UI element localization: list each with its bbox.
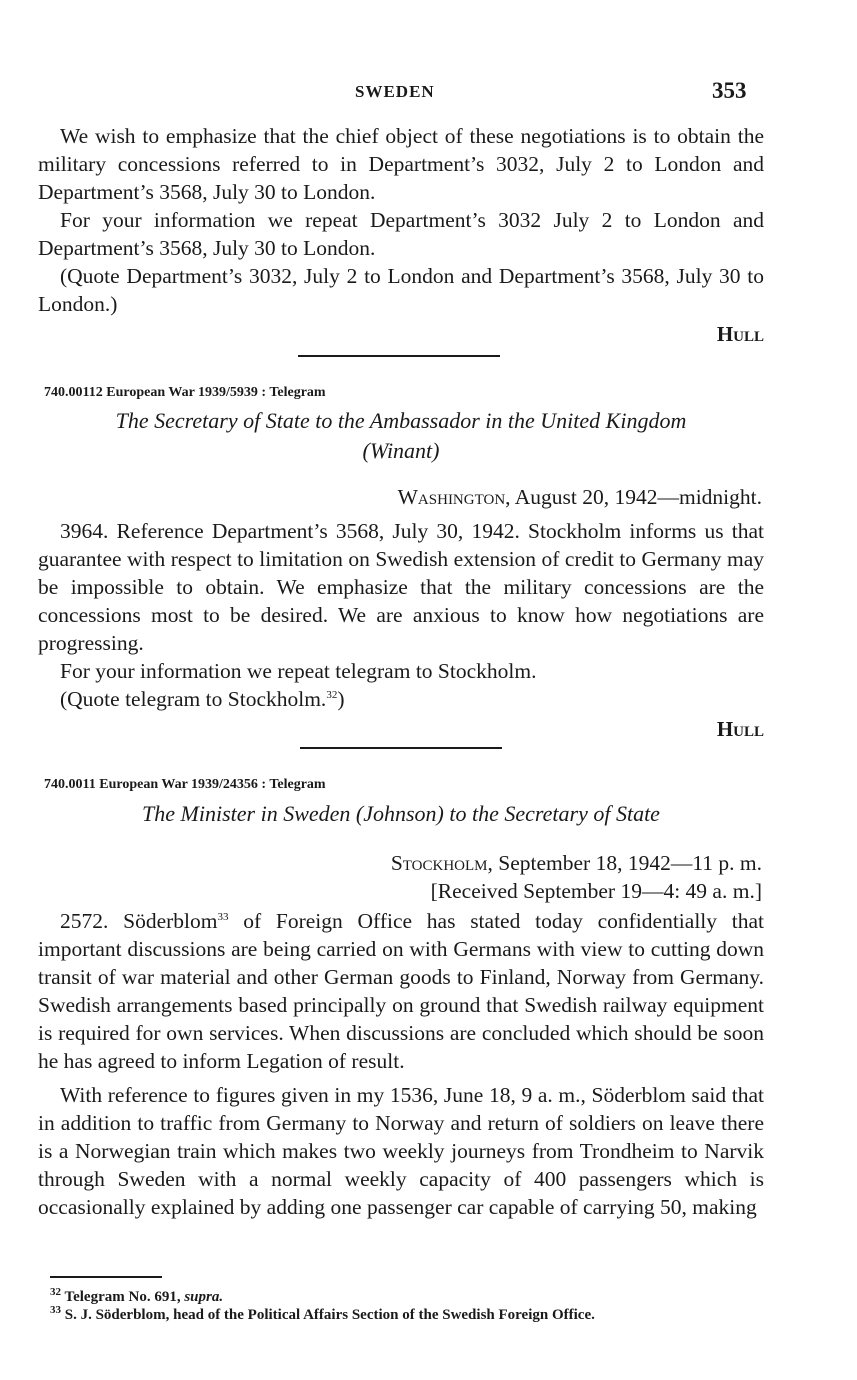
footnote [50,1288,766,1306]
document-title [38,406,764,466]
paragraph: We wish to emphasize that the chief object of these negotiations is to obtain the military concessions referred to in Department’s 3032, July 2 to London and Department’s 3568, July 30 to London. [38,124,764,204]
footnote-text: S. J. Söderblom, head of the Political Affairs Section of the Swedish Foreign Office. [61,1307,595,1323]
received-line: [Received September 19—4: 49 a. m.] [430,879,762,903]
dateline-date: , September 18, 1942—11 p. m. [487,851,762,875]
signature: Hull [716,322,764,346]
document-title-line: The Secretary of State to the Ambassador in the United Kingdom [115,408,687,433]
footnote-number: 32 [50,1286,61,1298]
footnote-italic: supra. [184,1289,224,1305]
dateline-line [391,849,762,877]
paragraph: For your information we repeat Department’s 3032 July 2 to London and Department’s 3568, July 30 to London. [38,208,764,260]
paragraph [38,685,764,713]
footnotes [50,1288,766,1324]
dateline [398,483,762,511]
paragraph [38,907,764,1075]
footnote-divider [50,1276,162,1278]
document-title-line: (Winant) [362,438,440,463]
paragraph: For your information we repeat telegram to Stockholm. [60,659,537,683]
dateline-place: Washington [397,485,506,509]
dateline-place: Stockholm [390,851,488,875]
running-title: SWEDEN [355,82,435,101]
file-reference: 740.0011 European War 1939/24356 : Telegram [44,777,326,792]
page-number: 353 [712,78,747,103]
footnote-text: Telegram No. 691, [61,1289,185,1305]
signature: Hull [716,717,764,741]
footnote-number: 33 [50,1304,61,1316]
footnote-marker: 32 [326,688,338,701]
paragraph-start: 2572. Söderblom [60,909,218,933]
section-divider [298,355,500,357]
paragraph: 3964. Reference Department’s 3568, July 30, 1942. Stockholm informs us that guarantee with respect to limitation on Swedish extension of credit to Germany may be impossible to obtain. We emphasize that the military concessions are the concessions most to be desired. We are anxious to know how negotiations are progressing. [38,519,764,655]
doc3-body [38,907,764,1221]
section-divider [300,747,502,749]
page-header [0,78,857,108]
dateline-date: , August 20, 1942—midnight. [505,485,762,509]
paragraph-rest: of Foreign Office has stated today confidentially that important discussions are being carried on with Germans with view to cutting down transit of war material and other German goods to Finland, Norway from Germany. Swedish arrangements based principally on ground that Swedish railway equipment is required for own services. When discussions are concluded which should be soon he has agreed to inform Legation of result. [38,909,764,1073]
dateline [391,849,762,905]
file-reference: 740.00112 European War 1939/5939 : Telegram [44,385,326,400]
quote-close: ) [337,687,345,711]
paragraph: With reference to figures given in my 1536, June 18, 9 a. m., Söderblom said that in addition to traffic from Germany to Norway and return of soldiers on leave there is a Norwegian train which makes two weekly journeys from Trondheim to Narvik through Sweden with a normal weekly capacity of 400 passengers which is occasionally explained by adding one passenger car capable of carrying 50, making [38,1083,764,1219]
doc2-body [38,517,764,742]
document-title: The Minister in Sweden (Johnson) to the Secretary of State [142,801,660,826]
paragraph: (Quote Department’s 3032, July 2 to London and Department’s 3568, July 30 to London.) [38,264,764,316]
section1-body [38,122,764,347]
footnote [50,1306,766,1324]
quote-text: (Quote telegram to Stockholm. [60,687,327,711]
footnote-marker: 33 [217,910,229,923]
